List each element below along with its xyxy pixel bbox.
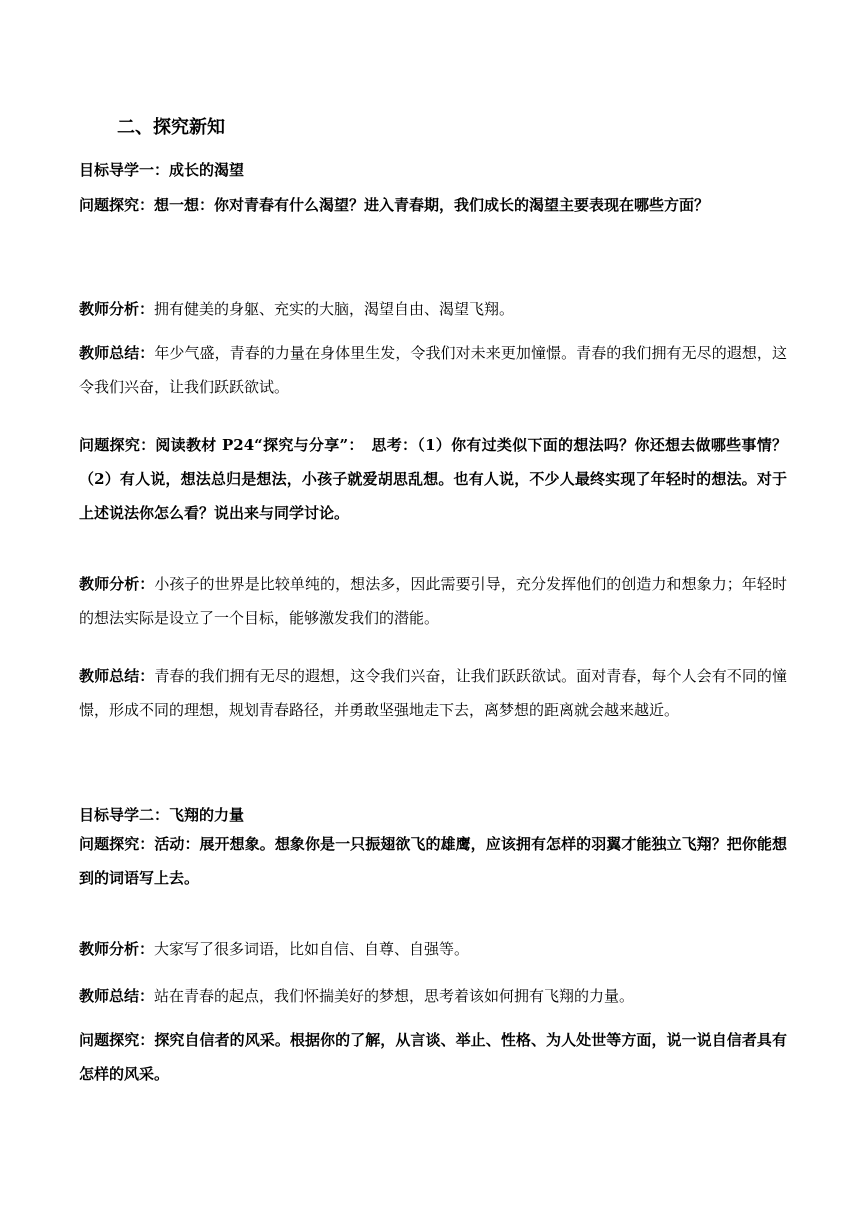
summary-text: 年少气盛，青春的力量在身体里生发，令我们对未来更加憧憬。青春的我们拥有无尽的遐想，这令我们兴奋，让我们跃跃欲试。	[79, 344, 787, 396]
question-text: 想一想：你对青春有什么渴望？进入青春期，我们成长的渴望主要表现在哪些方面？	[154, 196, 710, 214]
summary-label: 教师总结：	[79, 344, 155, 362]
goal2-question-2	[79, 1023, 787, 1091]
question-label: 问题探究：	[79, 196, 155, 214]
summary-text: 站在青春的起点，我们怀揣美好的梦想，思考着该如何拥有飞翔的力量。	[154, 987, 635, 1005]
question-text: 阅读教材 P24“探究与分享”： 思考：（1）你有过类似下面的想法吗？你还想去做哪些事情？（2）有人说，想法总归是想法，小孩子就爱胡思乱想。也有人说，不少人最终实现了年轻时的想法。对于上述说法你怎么看？说出来与同学讨论。	[79, 436, 787, 522]
goal1-analysis-2	[79, 567, 787, 635]
analysis-text: 大家写了很多词语，比如自信、自尊、自强等。	[154, 940, 470, 958]
goal1-summary-2	[79, 659, 787, 727]
goal1-summary-1	[79, 336, 787, 404]
goal2-heading: 目标导学二：飞翔的力量	[79, 806, 245, 824]
question-text: 探究自信者的风采。根据你的了解，从言谈、举止、性格、为人处世等方面，说一说自信者具有怎样的风采。	[79, 1031, 787, 1083]
section-title: 二、探究新知	[117, 117, 225, 138]
summary-label: 教师总结：	[79, 667, 155, 685]
goal2-analysis-1	[79, 932, 787, 966]
goal2-question-1	[79, 827, 787, 895]
analysis-text: 小孩子的世界是比较单纯的，想法多，因此需要引导，充分发挥他们的创造力和想象力；年轻时的想法实际是设立了一个目标，能够激发我们的潜能。	[79, 575, 787, 627]
goal2-summary-1	[79, 979, 787, 1013]
question-label: 问题探究：	[79, 835, 155, 853]
question-text: 活动：展开想象。想象你是一只振翅欲飞的雄鹰，应该拥有怎样的羽翼才能独立飞翔？把你能想到的词语写上去。	[79, 835, 787, 887]
goal1-question-1	[79, 188, 787, 222]
goal1-question-2	[79, 428, 787, 530]
analysis-label: 教师分析：	[79, 940, 155, 958]
summary-label: 教师总结：	[79, 987, 155, 1005]
analysis-text: 拥有健美的身躯、充实的大脑，渴望自由、渴望飞翔。	[154, 300, 515, 318]
question-label: 问题探究：	[79, 1031, 155, 1049]
analysis-label: 教师分析：	[79, 575, 155, 593]
goal1-heading: 目标导学一：成长的渴望	[79, 161, 245, 179]
summary-text: 青春的我们拥有无尽的遐想，这令我们兴奋，让我们跃跃欲试。面对青春，每个人会有不同的憧憬，形成不同的理想，规划青春路径，并勇敢坚强地走下去，离梦想的距离就会越来越近。	[79, 667, 787, 719]
analysis-label: 教师分析：	[79, 300, 155, 318]
goal1-analysis-1	[79, 292, 787, 326]
question-label: 问题探究：	[79, 436, 156, 454]
